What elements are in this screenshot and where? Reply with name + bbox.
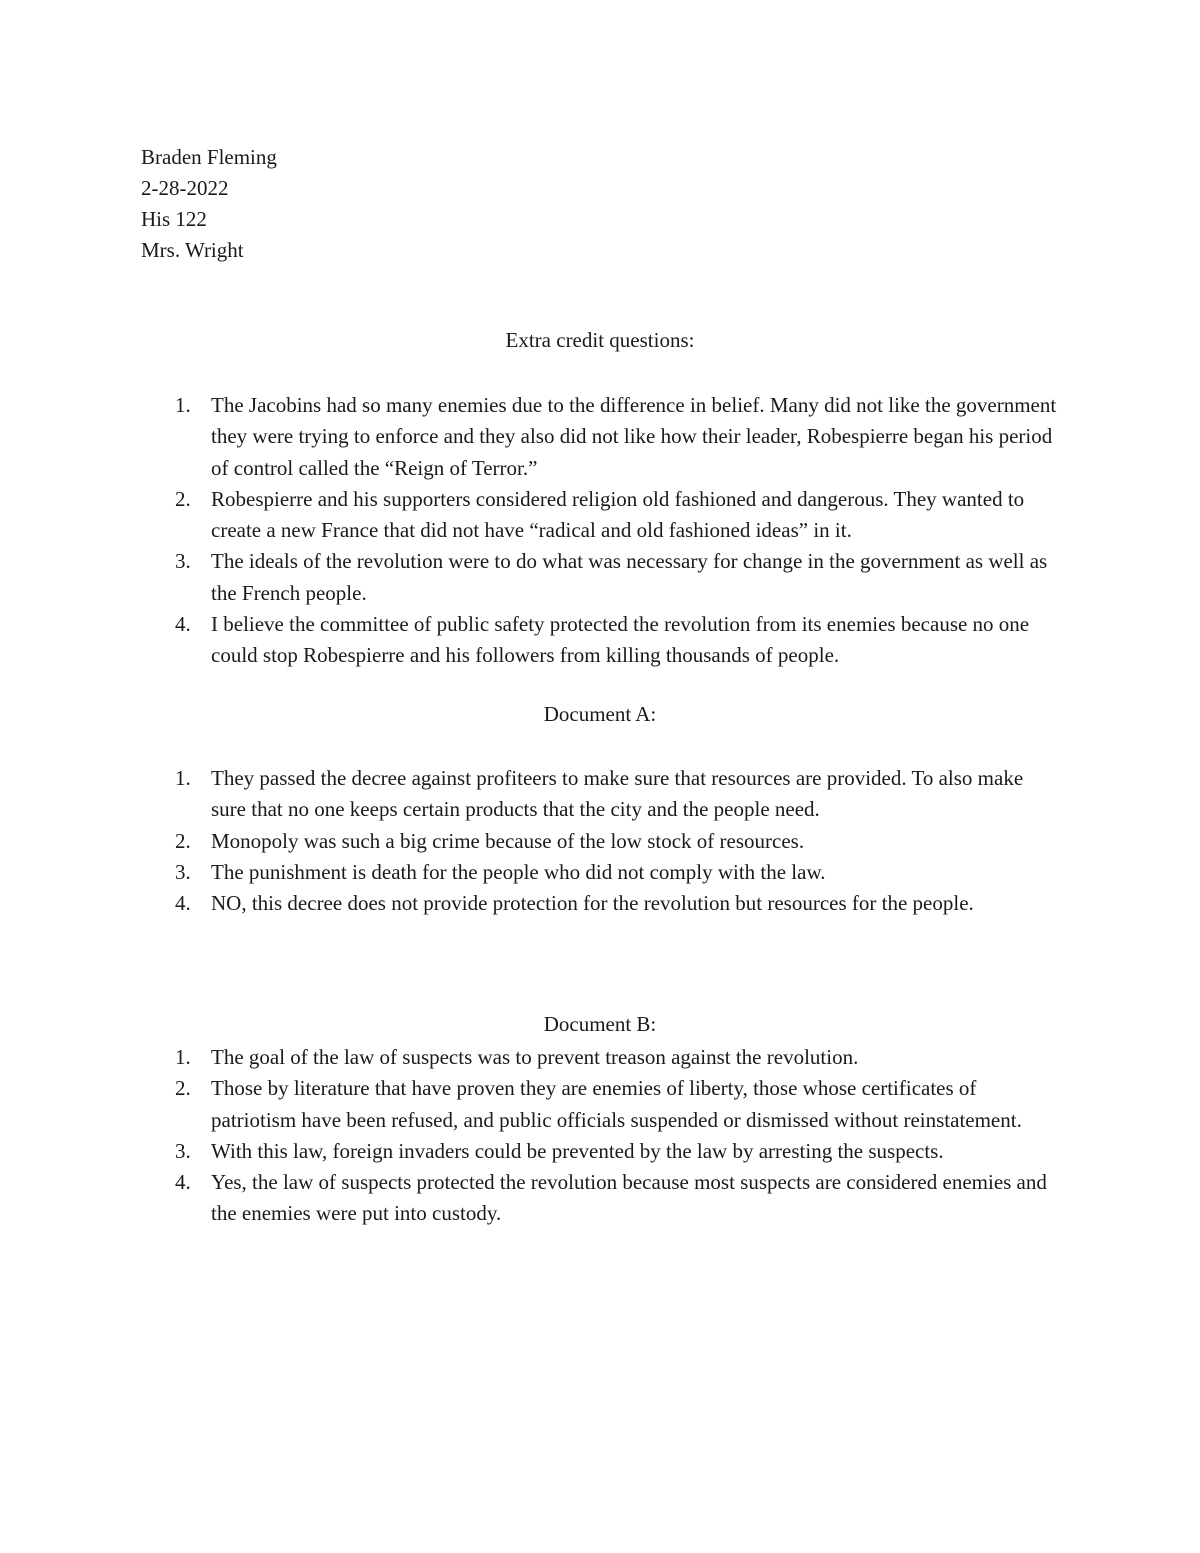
list-item [141,857,1061,888]
list-item [141,763,1061,826]
item-number: 3. [175,859,191,884]
item-number: 2. [175,486,191,511]
item-text: Those by literature that have proven they are enemies of liberty, those whose certificates of patriotism have been refused, and public officials suspended or dismissed without reinstatement. [211,1076,1022,1132]
list-item [141,390,1061,484]
document-a-answers-list [141,763,1061,919]
item-text: They passed the decree against profiteers to make sure that resources are provided. To also make sure that no one keeps certain products that the city and the people need. [211,766,1024,822]
item-number: 2. [175,1076,191,1101]
section-heading-document-b: Document B: [543,1012,657,1036]
item-text: The goal of the law of suspects was to prevent treason against the revolution. [211,1045,859,1069]
list-item [141,826,1061,857]
item-text: The ideals of the revolution were to do what was necessary for change in the government as well as the French people. [211,549,1048,605]
item-number: 1. [175,766,191,790]
item-number: 4. [175,1170,191,1195]
student-name: Braden Fleming [141,145,277,169]
item-text: The punishment is death for the people who did not comply with the law. [211,859,826,884]
item-text: Yes, the law of suspects protected the revolution because most suspects are considered enemies and the enemies were put into custody. [211,1170,1047,1226]
teacher-name: Mrs. Wright [141,238,244,262]
item-text: I believe the committee of public safety protected the revolution from its enemies because no one could stop Robespierre and his followers from killing thousands of people. [211,612,1030,668]
section-heading-extra-credit: Extra credit questions: [505,328,695,352]
list-item [141,484,1061,547]
course-code: His 122 [141,207,207,231]
list-item [141,1136,1061,1167]
student-header [141,142,277,266]
item-text: NO, this decree does not provide protection for the revolution but resources for the people. [211,891,974,916]
list-item [141,1167,1061,1230]
item-text: With this law, foreign invaders could be prevented by the law by arresting the suspects. [211,1138,944,1163]
item-number: 4. [175,612,191,637]
list-item [141,1073,1061,1136]
item-number: 3. [175,1138,191,1163]
list-item [141,546,1061,609]
item-number: 4. [175,891,191,916]
item-number: 1. [175,393,191,417]
list-item [141,609,1061,672]
item-text: The Jacobins had so many enemies due to the difference in belief. Many did not like the government they were trying to enforce and they also did not like how their leader, Robespierre began his period of control called the “Reign of Terror.” [211,393,1057,480]
extra-credit-answers-list [141,390,1061,672]
section-heading-document-a: Document A: [543,702,657,726]
document-b-answers-list [141,1042,1061,1230]
item-number: 2. [175,828,191,853]
item-number: 1. [175,1045,191,1069]
item-number: 3. [175,549,191,574]
item-text: Robespierre and his supporters considered religion old fashioned and dangerous. They wanted to create a new France that did not have “radical and old fashioned ideas” in it. [211,486,1025,543]
assignment-date: 2-28-2022 [141,176,229,200]
item-text: Monopoly was such a big crime because of the low stock of resources. [211,828,805,853]
list-item [141,1042,1061,1073]
list-item [141,888,1061,919]
